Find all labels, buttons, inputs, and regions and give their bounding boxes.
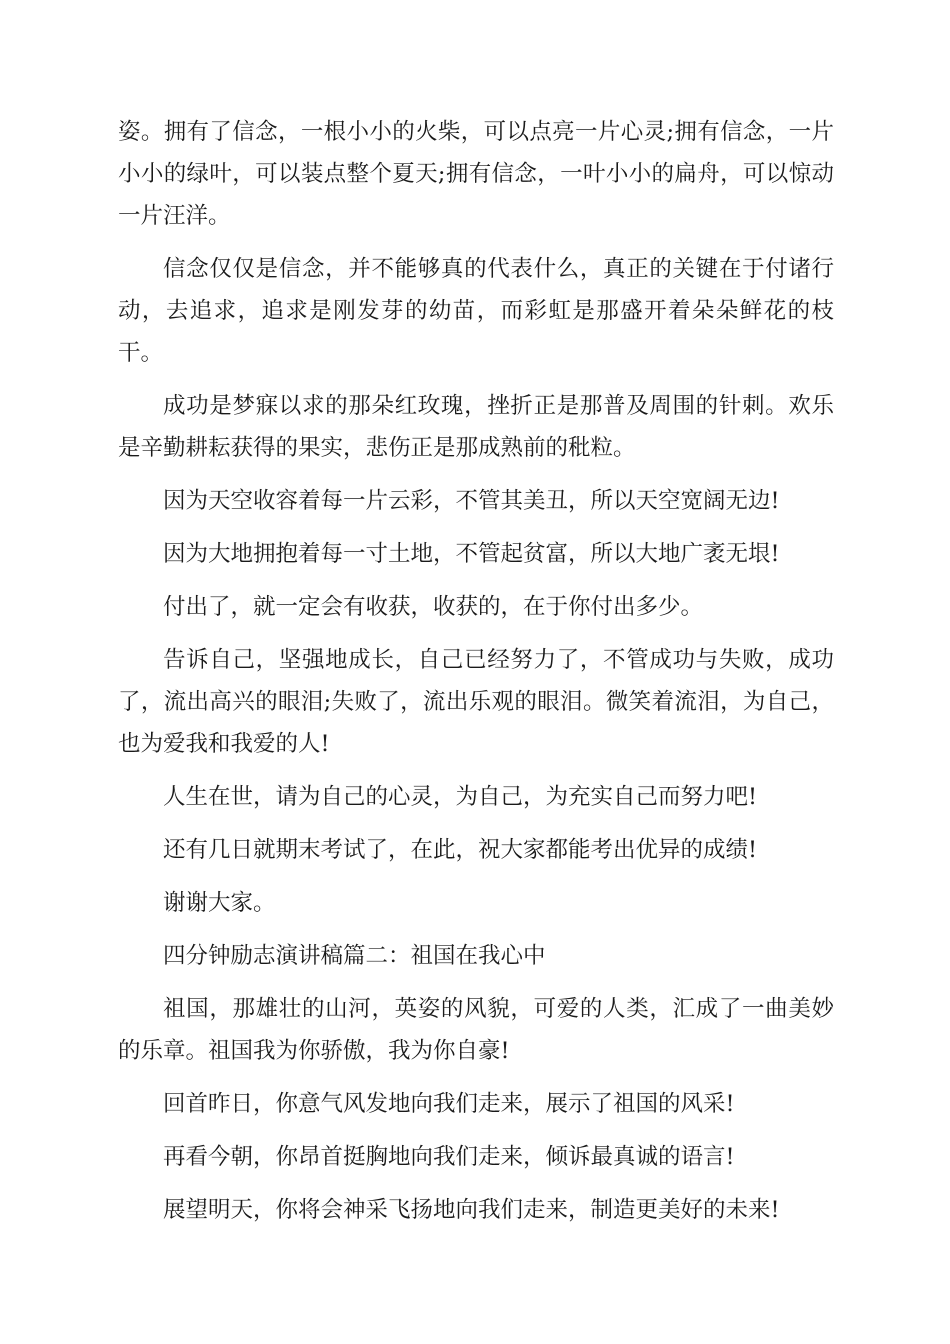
paragraph-continuation: 姿。拥有了信念，一根小小的火柴，可以点亮一片心灵;拥有信念，一片小小的绿叶，可以装点整个夏天;拥有信念，一叶小小的扁舟，可以惊动一片汪洋。	[118, 119, 834, 229]
paragraph: 谢谢大家。	[163, 890, 276, 916]
document-body	[118, 111, 834, 1242]
paragraph: 成功是梦寐以求的那朵红玫瑰，挫折正是那普及周围的针刺。欢乐是辛勤耕耘获得的果实，悲伤正是那成熟前的秕粒。	[118, 393, 834, 461]
paragraph: 付出了，就一定会有收获，收获的，在于你付出多少。	[163, 594, 704, 620]
paragraph: 祖国，那雄壮的山河，英姿的风貌，可爱的人类，汇成了一曲美妙的乐章。祖国我为你骄傲，我为你自豪!	[118, 996, 834, 1064]
paragraph: 再看今朝，你昂首挺胸地向我们走来，倾诉最真诚的语言!	[163, 1144, 735, 1170]
paragraph: 因为天空收容着每一片云彩，不管其美丑，所以天空宽阔无边!	[163, 488, 780, 514]
paragraph: 人生在世，请为自己的心灵，为自己，为充实自己而努力吧!	[163, 784, 758, 810]
paragraph: 还有几日就期末考试了，在此，祝大家都能考出优异的成绩!	[163, 837, 758, 863]
paragraph: 回首昨日，你意气风发地向我们走来，展示了祖国的风采!	[163, 1091, 735, 1117]
paragraph: 信念仅仅是信念，并不能够真的代表什么，真正的关键在于付诸行动，去追求，追求是刚发芽的幼苗，而彩虹是那盛开着朵朵鲜花的枝干。	[118, 256, 834, 366]
paragraph: 告诉自己，坚强地成长，自己已经努力了，不管成功与失败，成功了，流出高兴的眼泪;失败了，流出乐观的眼泪。微笑着流泪，为自己，也为爱我和我爱的人!	[118, 647, 834, 757]
paragraph: 因为大地拥抱着每一寸土地，不管起贫富，所以大地广袤无垠!	[163, 541, 780, 567]
paragraph: 展望明天，你将会神采飞扬地向我们走来，制造更美好的未来!	[163, 1197, 780, 1223]
section-heading: 四分钟励志演讲稿篇二：祖国在我心中	[163, 943, 546, 969]
